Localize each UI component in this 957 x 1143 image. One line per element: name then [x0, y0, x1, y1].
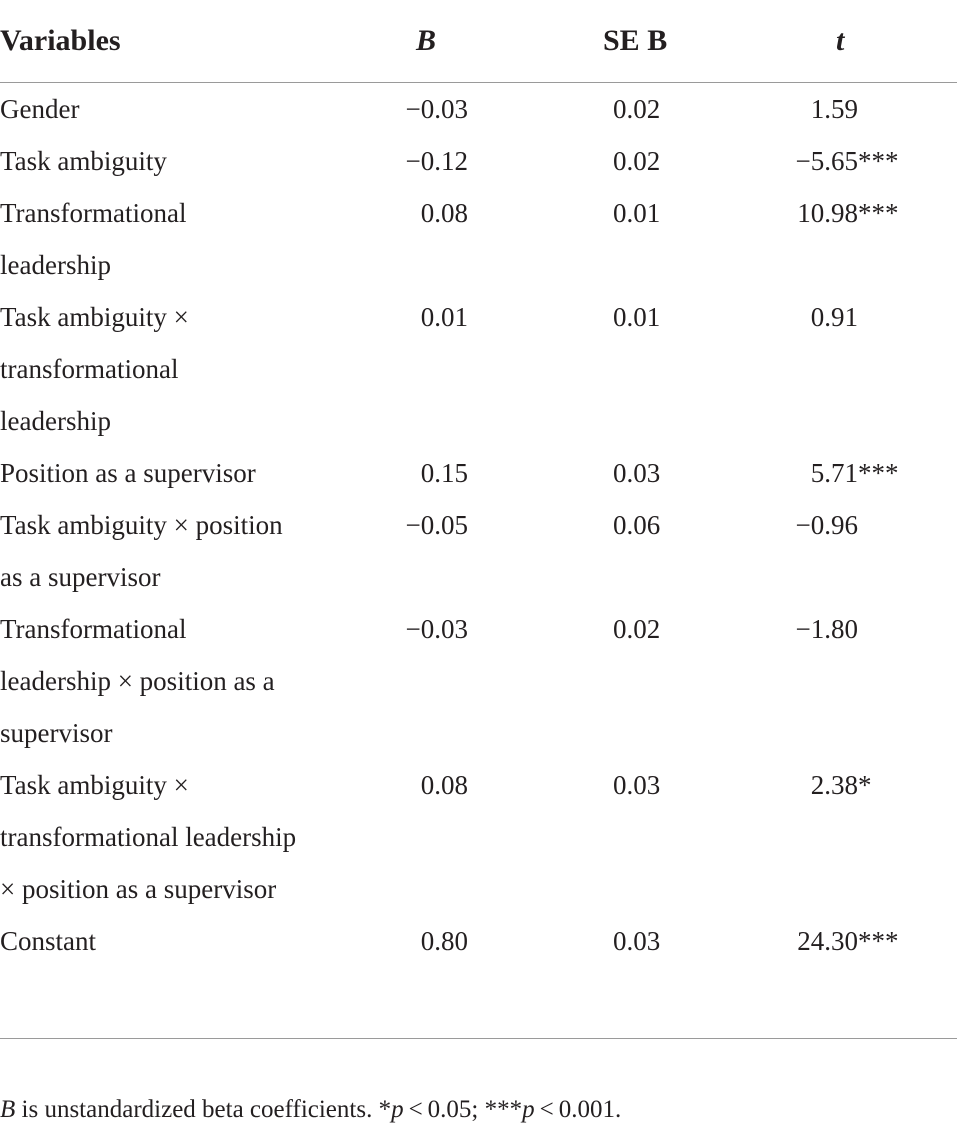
cell-t: [730, 83, 957, 136]
variable-label: Constant: [0, 926, 97, 956]
cell-variable: [0, 603, 330, 759]
table-row: [0, 83, 957, 136]
cell-b: −0.05: [405, 510, 468, 540]
table-row: [0, 759, 957, 915]
footnote-text-3: < 0.001.: [534, 1096, 622, 1123]
cell-t: [730, 187, 957, 291]
cell-variable: [0, 499, 330, 603]
cell-se-b: 0.02: [613, 614, 661, 644]
cell-se-b: 0.02: [613, 94, 661, 124]
cell-b: 0.08: [420, 198, 468, 228]
header-row: [0, 0, 957, 83]
footnote-text-2: < 0.05; ***: [403, 1096, 523, 1123]
variable-label: Task ambiguity × transformational leadership × position as a supervisor: [0, 770, 297, 904]
table-row: [0, 291, 957, 447]
variable-label: Task ambiguity × position as a supervisor: [0, 510, 283, 592]
table-row: [0, 499, 957, 603]
cell-variable: [0, 915, 330, 967]
table-row: [0, 187, 957, 291]
cell-se-b: 0.06: [613, 510, 661, 540]
table-row: [0, 135, 957, 187]
cell-se-b: 0.03: [613, 770, 661, 800]
t-value: −0.96: [795, 510, 858, 540]
cell-b: −0.03: [405, 94, 468, 124]
cell-se-b: 0.03: [613, 926, 661, 956]
header-variables: Variables: [0, 0, 330, 83]
header-se-b: SE B: [540, 0, 730, 83]
cell-b: 0.80: [420, 926, 468, 956]
header-t: t: [730, 0, 957, 83]
cell-variable: [0, 83, 330, 136]
t-significance: ***: [858, 458, 899, 488]
cell-b: −0.12: [405, 146, 468, 176]
t-value: 24.30: [797, 926, 858, 956]
table-row: [0, 915, 957, 967]
cell-variable: [0, 447, 330, 499]
cell-variable: [0, 187, 330, 291]
variable-label: Transformational leadership × position as a supervisor: [0, 614, 275, 748]
cell-t: [730, 291, 957, 447]
t-value: 2.38: [810, 770, 858, 800]
table-footnote: [0, 1095, 621, 1125]
cell-t: [730, 915, 957, 967]
variable-label: Task ambiguity: [0, 146, 167, 176]
cell-t: [730, 447, 957, 499]
t-significance: *: [858, 770, 872, 800]
footnote-text-1: is unstandardized beta coefficients. *: [15, 1096, 392, 1123]
t-significance: ***: [858, 146, 899, 176]
cell-t: [730, 135, 957, 187]
table-bottom-rule: [0, 1038, 957, 1039]
variable-label: Gender: [0, 94, 80, 124]
cell-se-b: 0.01: [613, 302, 661, 332]
footnote-p-1: p: [391, 1096, 404, 1123]
t-value: 0.91: [810, 302, 858, 332]
t-value: 5.71: [810, 458, 858, 488]
t-significance: ***: [858, 926, 899, 956]
cell-variable: [0, 291, 330, 447]
cell-b: 0.08: [420, 770, 468, 800]
t-value: 1.59: [810, 94, 858, 124]
footnote-p-2: p: [522, 1096, 535, 1123]
t-value: 10.98: [797, 198, 858, 228]
cell-t: [730, 759, 957, 915]
table-row: [0, 603, 957, 759]
cell-b: 0.15: [420, 458, 468, 488]
cell-b: 0.01: [420, 302, 468, 332]
cell-se-b: 0.02: [613, 146, 661, 176]
cell-b: −0.03: [405, 614, 468, 644]
cell-variable: [0, 759, 330, 915]
table-row: [0, 447, 957, 499]
cell-se-b: 0.01: [613, 198, 661, 228]
variable-label: Transformational leadership: [0, 198, 187, 280]
cell-se-b: 0.03: [613, 458, 661, 488]
cell-t: [730, 603, 957, 759]
cell-t: [730, 499, 957, 603]
t-significance: ***: [858, 198, 899, 228]
footnote-b-symbol: B: [0, 1096, 16, 1123]
t-value: −1.80: [795, 614, 858, 644]
header-b: B: [330, 0, 540, 83]
variable-label: Position as a supervisor: [0, 458, 256, 488]
variable-label: Task ambiguity × transformational leadership: [0, 302, 189, 436]
cell-variable: [0, 135, 330, 187]
t-value: −5.65: [795, 146, 858, 176]
